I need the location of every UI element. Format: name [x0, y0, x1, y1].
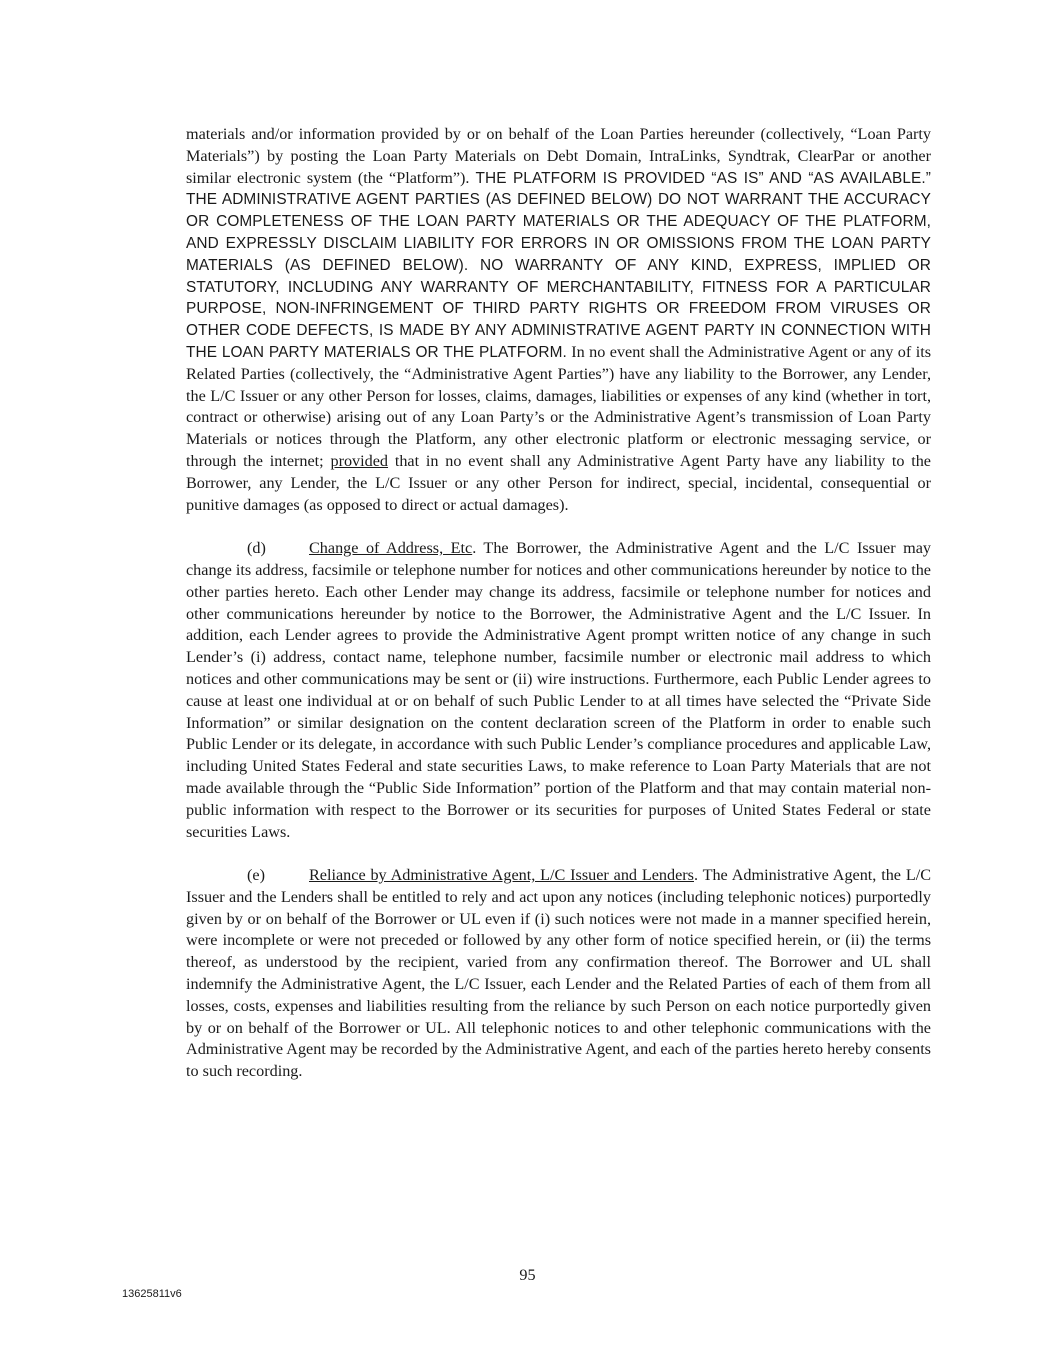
document-id: 13625811v6	[122, 1288, 182, 1300]
paragraph-e-enumerator: (e)	[247, 866, 265, 885]
page-number: 95	[519, 1266, 536, 1284]
paragraph-c-continuation	[186, 124, 931, 516]
page-body	[186, 124, 931, 1105]
paragraph-c-disclaimer-caps: THE PLATFORM IS PROVIDED “AS IS” AND “AS AVAILABLE.” THE ADMINISTRATIVE AGENT PARTIES (AS DEFINED BELOW) DO NOT WARRANT THE ACCURACY OR COMPLETENESS OF THE LOAN PARTY MATERIALS OR THE ADEQUACY OF THE PLATFORM, AND EXPRESSLY DISCLAIM LIABILITY FOR ERRORS IN OR OMISSIONS FROM THE LOAN PARTY MATERIALS (AS DEFINED BELOW). NO WARRANTY OF ANY KIND, EXPRESS, IMPLIED OR STATUTORY, INCLUDING ANY WARRANTY OF MERCHANTABILITY, FITNESS FOR A PARTICULAR PURPOSE, NON-INFRINGEMENT OF THIRD PARTY RIGHTS OR FREEDOM FROM VIRUSES OR OTHER CODE DEFECTS, IS MADE BY ANY ADMINISTRATIVE AGENT PARTY IN CONNECTION WITH THE LOAN PARTY MATERIALS OR THE PLATFORM.	[186, 169, 931, 361]
paragraph-e-body: . The Administrative Agent, the L/C Issuer and the Lenders shall be entitled to rely and act upon any notices (including telephonic notices) purportedly given by or on behalf of the Borrower or UL even if (i) such notices were not made in a manner specified herein, were incomplete or were not preceded or followed by any other form of notice specified herein, or (ii) the terms thereof, as understood by the recipient, varied from any confirmation thereof. The Borrower and UL shall indemnify the Administrative Agent, the L/C Issuer, each Lender and the Related Parties of each of them from all losses, costs, expenses and liabilities resulting from the reliance by such Person on each notice purportedly given by or on behalf of the Borrower or UL. All telephonic notices to and other telephonic communications with the Administrative Agent may be recorded by the Administrative Agent, and each of the parties hereto hereby consents to such recording.	[186, 866, 931, 1081]
paragraph-d-heading: Change of Address, Etc	[309, 539, 473, 558]
paragraph-d-enumerator: (d)	[247, 539, 266, 558]
paragraph-e	[186, 865, 931, 1083]
paragraph-e-heading: Reliance by Administrative Agent, L/C Issuer and Lenders	[309, 866, 694, 885]
paragraph-d-body: . The Borrower, the Administrative Agent and the L/C Issuer may change its address, facsimile or telephone number for notices and other communications hereunder by notice to the other parties hereto. Each other Lender may change its address, facsimile or telephone number for notices and other communications hereunder by notice to the Borrower, the Administrative Agent and the L/C Issuer. In addition, each Lender agrees to provide the Administrative Agent prompt written notice of any change in such Lender’s (i) address, contact name, telephone number, facsimile number or electronic mail address to which notices and other communications may be sent or (ii) wire instructions. Furthermore, each Public Lender agrees to cause at least one individual at or on behalf of such Public Lender to at all times have selected the “Private Side Information” or similar designation on the content declaration screen of the Platform in order to enable such Public Lender or its delegate, in accordance with such Public Lender’s compliance procedures and applicable Law, including United States Federal and state securities Laws, to make reference to Loan Party Materials that are not made available through the “Public Side Information” portion of the Platform and that may contain material non-public information with respect to the Borrower or its securities for purposes of United States Federal or state securities Laws.	[186, 539, 931, 841]
paragraph-d	[186, 538, 931, 843]
provided-term: provided	[330, 451, 389, 470]
paragraph-c-text-2: In no event shall the Administrative Agent or any of its Related Parties (collectively, the “Administrative Agent Parties”) have any liability to the Borrower, any Lender, the L/C Issuer or any other Person for losses, claims, damages, liabilities or expenses of any kind (whether in tort, contract or otherwise) arising out of any Loan Party’s or the Administrative Agent’s transmission of Loan Party Materials or notices through the Platform, any other electronic platform or electronic messaging service, or through the internet;	[186, 342, 931, 470]
paragraph-c-text-1: materials and/or information provided by or on behalf of the Loan Parties hereunder (collectively, “Loan Party Materials”) by posting the Loan Party Materials on Debt Domain, IntraLinks, Syndtrak, ClearPar or another similar electronic system (the “Platform”).	[186, 125, 931, 187]
paragraph-c-text-3: that in no event shall any Administrative Agent Party have any liability to the Borrower, any Lender, the L/C Issuer or any other Person for indirect, special, incidental, consequential or punitive damages (as opposed to direct or actual damages).	[186, 451, 931, 514]
